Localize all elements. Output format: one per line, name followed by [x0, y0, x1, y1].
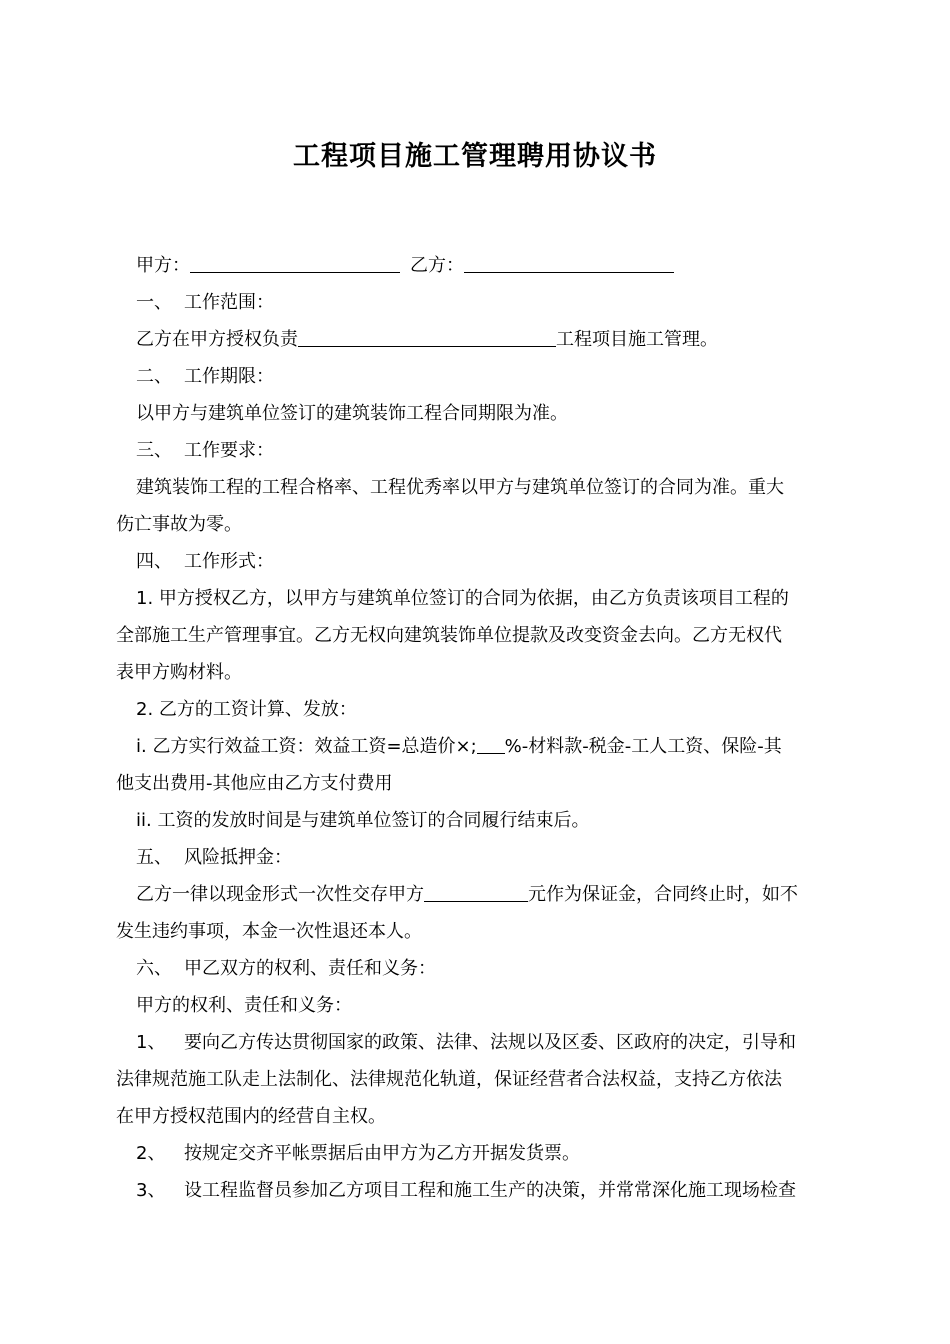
party-b-label: 乙方：	[410, 255, 464, 276]
section-title: 甲乙双方的权利、责任和义务：	[184, 958, 436, 979]
rights-item-text: 按规定交齐平帐票据后由甲方为乙方开据发货票。	[184, 1143, 580, 1164]
form-item-2: 2. 乙方的工资计算、发放：	[136, 699, 357, 720]
section-heading	[116, 950, 840, 987]
requirements-line: 伤亡事故为零。	[116, 514, 242, 535]
requirements-line: 建筑装饰工程的工程合格率、工程优秀率以甲方与建筑单位签订的合同为准。重大	[136, 477, 784, 498]
party-b-blank	[464, 250, 674, 273]
wage-i-after: %-材料款-税金-工人工资、保险-其	[504, 736, 782, 757]
rights-item-number: 3、	[136, 1180, 166, 1201]
section-title: 风险抵押金：	[184, 847, 292, 868]
party-a-blank	[190, 250, 400, 273]
rights-item-continued: 在甲方授权范围内的经营自主权。	[116, 1106, 386, 1127]
section-heading	[116, 358, 840, 395]
section-title: 工作期限：	[184, 366, 274, 387]
wage-i-line	[116, 728, 840, 765]
rights-item	[116, 1172, 840, 1209]
rights-item-continued: 法律规范施工队走上法制化、法律规范化轨道，保证经营者合法权益，支持乙方依法	[116, 1069, 782, 1090]
deposit-line2: 发生违约事项，本金一次性退还本人。	[116, 921, 422, 942]
section-heading	[116, 839, 840, 876]
document-title: 工程项目施工管理聘用协议书	[293, 141, 657, 172]
form-item-1-line: 表甲方购材料。	[116, 662, 242, 683]
section-number: 五、	[136, 847, 172, 868]
scope-text-before: 乙方在甲方授权负责	[136, 329, 298, 350]
section-title: 工作形式：	[184, 551, 274, 572]
percent-blank	[477, 731, 505, 754]
party-a-rights-title: 甲方的权利、责任和义务：	[136, 995, 352, 1016]
deposit-line	[116, 876, 840, 913]
section-number: 三、	[136, 440, 172, 461]
project-name-blank	[298, 324, 556, 347]
rights-item-text: 要向乙方传达贯彻国家的政策、法律、法规以及区委、区政府的决定，引导和	[184, 1032, 796, 1053]
wage-i-line2: 他支出费用-其他应由乙方支付费用	[116, 773, 393, 794]
rights-item	[116, 1135, 840, 1172]
scope-line	[116, 321, 840, 358]
section-number: 四、	[136, 551, 172, 572]
deposit-before: 乙方一律以现金形式一次性交存甲方	[136, 884, 424, 905]
deposit-amount-blank	[424, 879, 528, 902]
wage-i-before: i. 乙方实行效益工资：效益工资=总造价×;	[136, 736, 477, 757]
parties-line	[116, 247, 840, 284]
wage-ii-line: ii. 工资的发放时间是与建筑单位签订的合同履行结束后。	[136, 810, 590, 831]
document-body	[116, 247, 840, 1209]
section-heading	[116, 543, 840, 580]
rights-item	[116, 1024, 840, 1061]
section-heading	[116, 432, 840, 469]
scope-text-after: 工程项目施工管理。	[556, 329, 718, 350]
form-item-1-line: 1. 甲方授权乙方，以甲方与建筑单位签订的合同为依据，由乙方负责该项目工程的	[136, 588, 789, 609]
section-title: 工作范围：	[184, 292, 274, 313]
period-text: 以甲方与建筑单位签订的建筑装饰工程合同期限为准。	[136, 403, 568, 424]
section-title: 工作要求：	[184, 440, 274, 461]
party-a-label: 甲方：	[136, 255, 190, 276]
rights-item-number: 2、	[136, 1143, 166, 1164]
section-number: 二、	[136, 366, 172, 387]
section-number: 六、	[136, 958, 172, 979]
rights-item-number: 1、	[136, 1032, 166, 1053]
deposit-after: 元作为保证金，合同终止时，如不	[528, 884, 798, 905]
section-heading	[116, 284, 840, 321]
rights-item-text: 设工程监督员参加乙方项目工程和施工生产的决策，并常常深化施工现场检查	[184, 1180, 796, 1201]
section-number: 一、	[136, 292, 172, 313]
form-item-1-line: 全部施工生产管理事宜。乙方无权向建筑装饰单位提款及改变资金去向。乙方无权代	[116, 625, 782, 646]
